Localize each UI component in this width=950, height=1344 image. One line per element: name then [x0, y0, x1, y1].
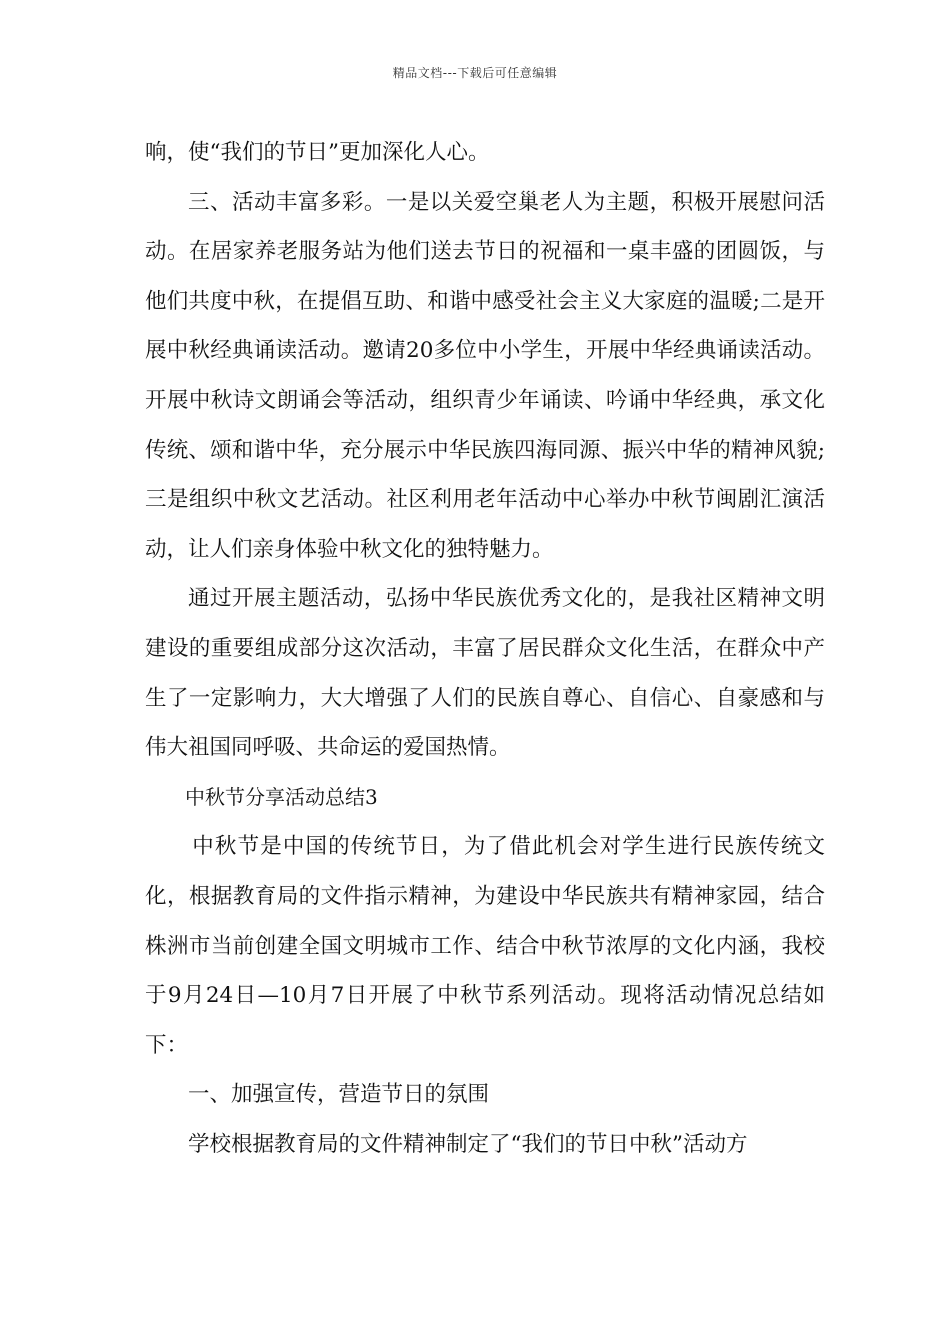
section-title: 中秋节分享活动总结3 [185, 784, 378, 809]
page-header: 精品文档---下载后可任意编辑 [392, 66, 558, 80]
section-heading: 一、加强宣传，营造节日的氛围 [188, 1082, 490, 1108]
document-body [145, 128, 825, 1169]
paragraph-continuation: 响，使“我们的节日”更加深化人心。 [145, 140, 490, 165]
paragraph-intro: 中秋节是中国的传统节日，为了借此机会对学生进行民族传统文化，根据教育局的文件指示精神，为建设中华民族共有精神家园，结合株洲市当前创建全国文明城市工作、结合中秋节浓厚的文化内涵，我校于9月24日—10月7日开展了中秋节系列活动。现将活动情况总结如下： [145, 834, 825, 1058]
paragraph-plan: 学校根据教育局的文件精神制定了“我们的节日中秋”活动方 [188, 1131, 748, 1157]
paragraph-activities: 三、活动丰富多彩。一是以关爱空巢老人为主题，积极开展慰问活动。在居家养老服务站为他们送去节日的祝福和一桌丰盛的团圆饭，与他们共度中秋，在提倡互助、和谐中感受社会主义大家庭的温暖;二是开展中秋经典诵读活动。邀请20多位中小学生，开展中华经典诵读活动。开展中秋诗文朗诵会等活动，组织青少年诵读、吟诵中华经典，承文化传统、颂和谐中华，充分展示中华民族四海同源、振兴中华的精神风貌;三是组织中秋文艺活动。社区利用老年活动中心举办中秋节闽剧汇演活动，让人们亲身体验中秋文化的独特魅力。 [145, 189, 825, 562]
paragraph-summary: 通过开展主题活动，弘扬中华民族优秀文化的，是我社区精神文明建设的重要组成部分这次活动，丰富了居民群众文化生活，在群众中产生了一定影响力，大大增强了人们的民族自尊心、自信心、自豪感和与伟大祖国同呼吸、共命运的爱国热情。 [145, 586, 825, 761]
